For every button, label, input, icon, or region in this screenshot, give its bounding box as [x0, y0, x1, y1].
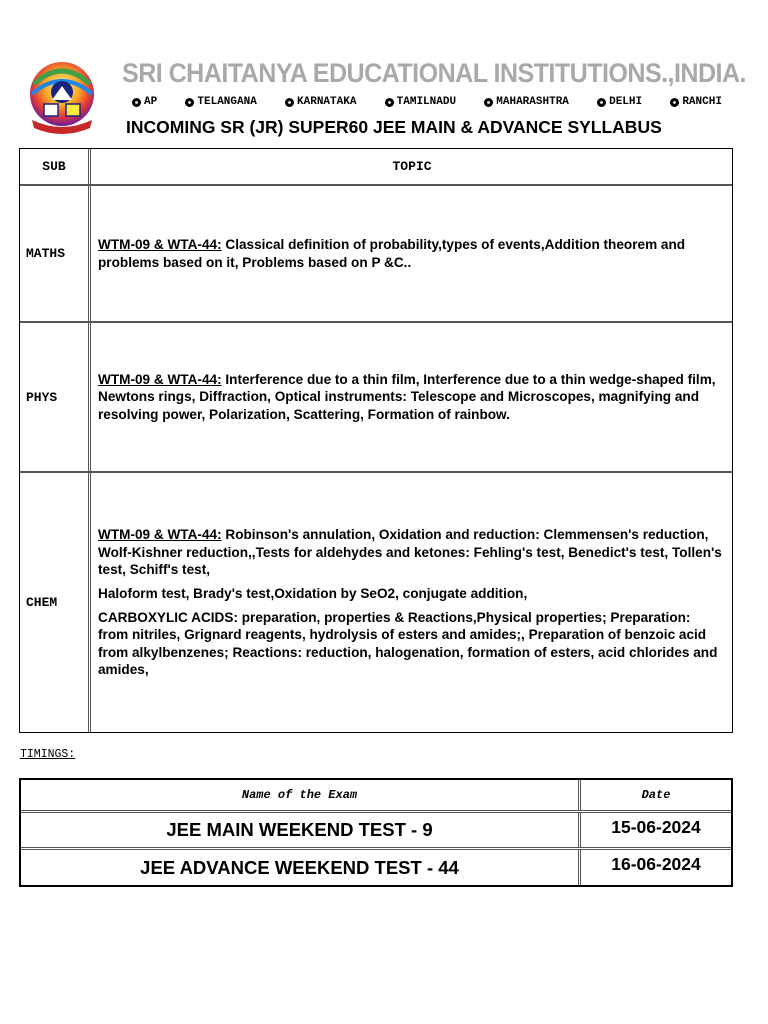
state-item [285, 96, 356, 108]
test-code: WTM-09 & WTA-44: [98, 236, 222, 252]
exam-row [21, 850, 731, 885]
exam-date: 15-06-2024 [611, 816, 701, 837]
state-label: MAHARASHTRA [496, 96, 569, 108]
timings-label: TIMINGS: [20, 748, 76, 761]
topic-cell [92, 186, 732, 321]
state-label: KARNATAKA [297, 96, 357, 108]
subject-cell: CHEM [20, 473, 91, 732]
state-label: TAMILNADU [396, 96, 457, 108]
state-item [185, 96, 256, 108]
exam-table [19, 778, 733, 887]
table-header-row [20, 149, 732, 186]
state-item [670, 96, 722, 108]
exam-date: 16-06-2024 [611, 854, 701, 874]
table-row [20, 473, 732, 732]
state-label: RANCHI [682, 96, 722, 108]
institution-title: SRI CHAITANYA EDUCATIONAL INSTITUTIONS.,INDIA. [122, 58, 746, 88]
topic-paragraph [98, 371, 724, 424]
state-label: TELANGANA [197, 96, 257, 108]
syllabus-heading: INCOMING SR (JR) SUPER60 JEE MAIN & ADVANCE SYLLABUS [126, 117, 662, 137]
exam-name: JEE ADVANCE WEEKEND TEST - 44 [140, 856, 459, 878]
topic-text: Interference due to a thin film, Interference due to a thin wedge-shaped film, Newtons rings, Diffraction, Optical instruments: Telescope and Microscopes, magnifying and resolving power, Polarization, Scattering, Formation of rainbow. [98, 371, 716, 422]
state-label: AP [144, 96, 158, 108]
topic-paragraph [98, 526, 724, 579]
column-header-topic: TOPIC [392, 158, 432, 174]
topic-text: Classical definition of probability,types of events,Addition theorem and problems based on it, Problems based on P &C.. [98, 236, 686, 270]
topic-cell [92, 473, 732, 732]
state-item [132, 96, 157, 108]
topic-text: CARBOXYLIC ACIDS: preparation, properties & Reactions,Physical properties; Preparation: from nitriles, Grignard reagents, hydrolysis of esters and amides;, Preparation of benzoic acid from alkylbenzenes; Reactions: reduction, halogenation, formation of esters, acid chlorides and amides, [98, 609, 718, 678]
table-row [20, 186, 732, 323]
exam-header-row [21, 780, 731, 813]
column-header-date: Date [641, 788, 671, 802]
test-code: WTM-09 & WTA-44: [98, 527, 222, 543]
star-bullet-icon [132, 98, 141, 107]
topic-text: Robinson's annulation, Oxidation and reduction: Clemmensen's reduction, Wolf-Kishner reduction,,Tests for aldehydes and ketones: Fehling's test, Benedict's test, Tollen's test, Schiff's test, [98, 527, 722, 578]
state-item [484, 96, 569, 108]
state-item [597, 96, 642, 108]
star-bullet-icon [484, 98, 493, 107]
state-list [132, 96, 722, 108]
exam-name: JEE MAIN WEEKEND TEST - 9 [166, 819, 433, 840]
topic-paragraph [98, 236, 724, 271]
state-label: DELHI [609, 96, 643, 108]
institution-logo-icon [24, 60, 100, 134]
star-bullet-icon [670, 98, 679, 107]
exam-date-cell [581, 850, 731, 885]
exam-name-cell [21, 850, 581, 885]
topic-text: Haloform test, Brady's test,Oxidation by SeO2, conjugate addition, [98, 585, 528, 601]
topic-paragraph [98, 585, 724, 603]
subject-cell: MATHS [20, 186, 91, 321]
table-row [20, 323, 732, 473]
topic-cell [92, 323, 732, 471]
column-header-sub: SUB [20, 149, 91, 184]
star-bullet-icon [597, 98, 606, 107]
exam-row [21, 813, 731, 850]
topic-paragraph [98, 609, 724, 679]
state-item [385, 96, 456, 108]
exam-name-cell [21, 813, 581, 847]
syllabus-table [19, 148, 733, 733]
star-bullet-icon [185, 98, 194, 107]
star-bullet-icon [385, 98, 394, 107]
exam-date-cell [581, 813, 731, 847]
star-bullet-icon [285, 98, 294, 107]
subject-cell: PHYS [20, 323, 91, 471]
test-code: WTM-09 & WTA-44: [98, 371, 222, 387]
column-header-exam-name: Name of the Exam [21, 780, 581, 810]
